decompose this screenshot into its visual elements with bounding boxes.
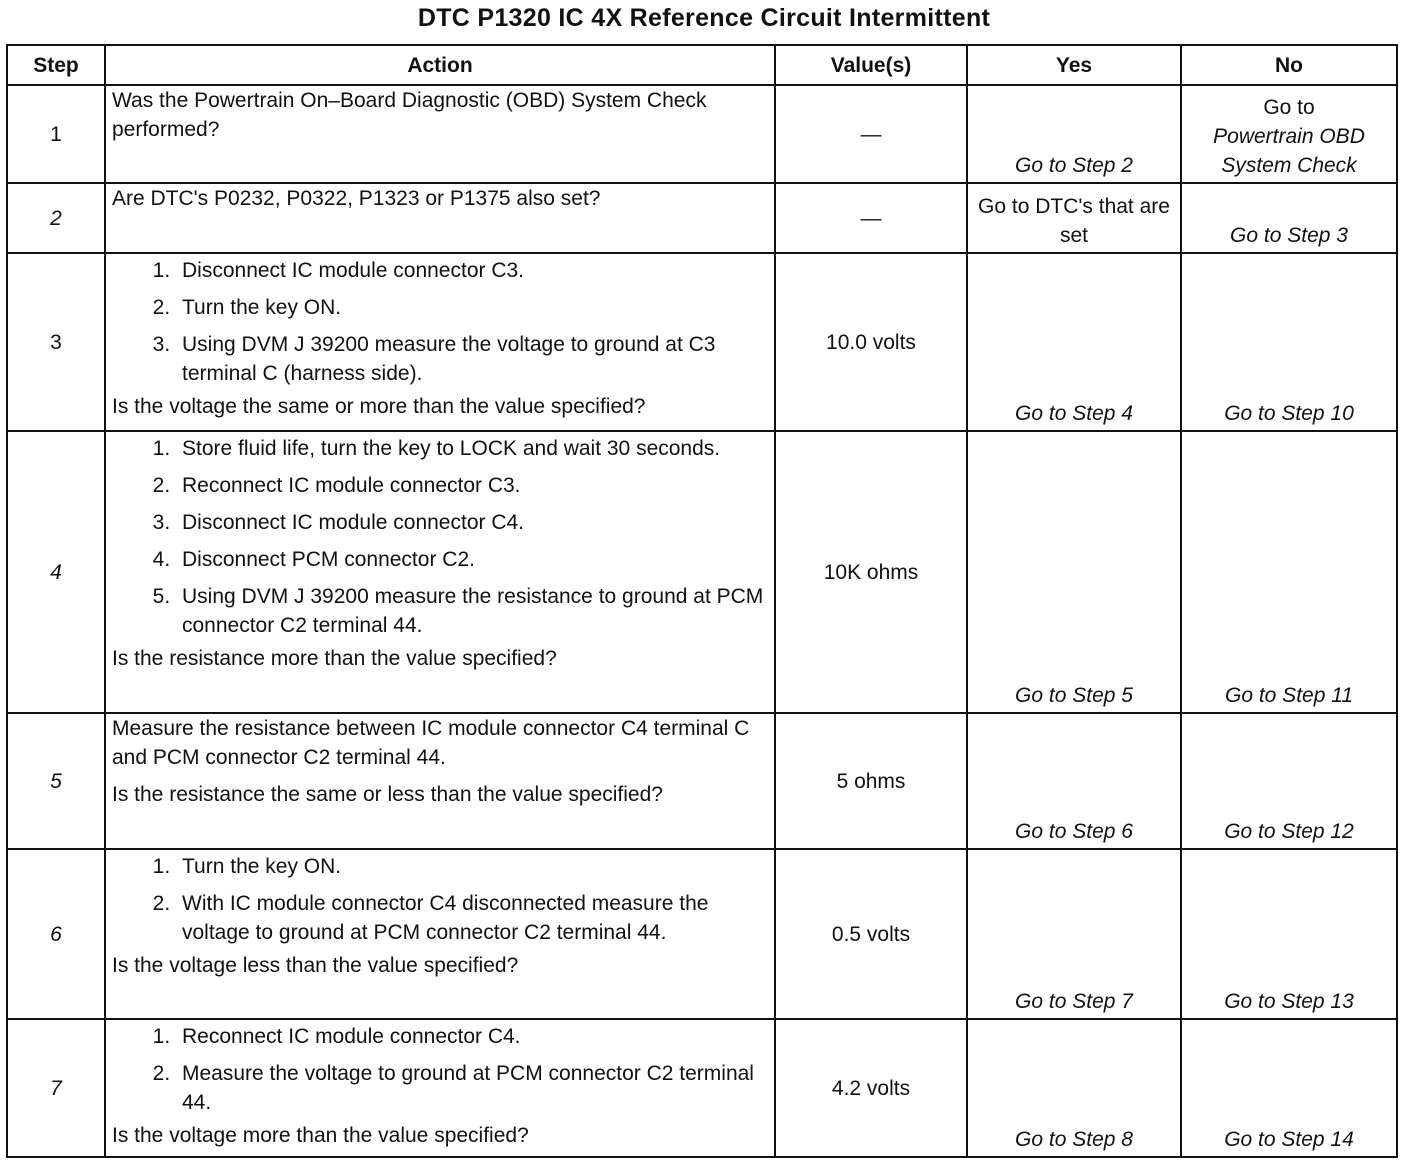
header-no: No bbox=[1181, 45, 1397, 85]
header-values: Value(s) bbox=[775, 45, 967, 85]
no-cell: Go to Step 3 bbox=[1181, 183, 1397, 253]
yes-cell: Go to Step 6 bbox=[967, 713, 1181, 849]
step-number: 5 bbox=[7, 713, 105, 849]
table-row bbox=[7, 849, 1397, 1019]
action-cell bbox=[105, 1019, 775, 1157]
no-text-line2: Powertrain OBD System Check bbox=[1213, 125, 1365, 177]
no-text-line1: Go to bbox=[1263, 96, 1315, 119]
header-row bbox=[7, 45, 1397, 85]
procedure-list bbox=[112, 256, 768, 388]
list-item: 5. Using DVM J 39200 measure the resistance to ground at PCM connector C2 terminal 44. bbox=[176, 582, 768, 640]
list-item: 1. Store fluid life, turn the key to LOCK and wait 30 seconds. bbox=[176, 434, 768, 463]
value-cell: 10.0 volts bbox=[775, 253, 967, 431]
action-question: Is the voltage more than the value specified? bbox=[112, 1124, 529, 1147]
step-number: 2 bbox=[7, 183, 105, 253]
no-cell: Go to Step 10 bbox=[1181, 253, 1397, 431]
list-item: 3. Using DVM J 39200 measure the voltage to ground at C3 terminal C (harness side). bbox=[176, 330, 768, 388]
list-item: 2. Turn the key ON. bbox=[176, 293, 768, 322]
table-row bbox=[7, 713, 1397, 849]
table-row bbox=[7, 1019, 1397, 1157]
no-cell: Go to Step 14 bbox=[1181, 1019, 1397, 1157]
table-row bbox=[7, 253, 1397, 431]
list-item: 2. With IC module connector C4 disconnected measure the voltage to ground at PCM connector C2 terminal 44. bbox=[176, 889, 768, 947]
list-item: 4. Disconnect PCM connector C2. bbox=[176, 545, 768, 574]
action-cell bbox=[105, 253, 775, 431]
value-cell: 0.5 volts bbox=[775, 849, 967, 1019]
value-cell: 10K ohms bbox=[775, 431, 967, 713]
yes-cell: Go to Step 2 bbox=[967, 85, 1181, 183]
list-item: 1. Disconnect IC module connector C3. bbox=[176, 256, 768, 285]
action-question: Is the resistance the same or less than the value specified? bbox=[112, 783, 663, 806]
list-item: 2. Reconnect IC module connector C3. bbox=[176, 471, 768, 500]
yes-cell: Go to Step 7 bbox=[967, 849, 1181, 1019]
value-cell: 5 ohms bbox=[775, 713, 967, 849]
step-number: 6 bbox=[7, 849, 105, 1019]
no-cell bbox=[1181, 85, 1397, 183]
action-cell bbox=[105, 183, 775, 253]
yes-text: Go to DTC's that are set bbox=[978, 195, 1170, 247]
step-number: 7 bbox=[7, 1019, 105, 1157]
action-question: Is the resistance more than the value specified? bbox=[112, 647, 557, 670]
yes-cell: Go to Step 8 bbox=[967, 1019, 1181, 1157]
value-cell: — bbox=[775, 183, 967, 253]
no-cell: Go to Step 11 bbox=[1181, 431, 1397, 713]
yes-cell bbox=[967, 183, 1181, 253]
action-question: Is the voltage less than the value specified? bbox=[112, 954, 519, 977]
action-text: Was the Powertrain On–Board Diagnostic (OBD) System Check performed? bbox=[112, 89, 707, 141]
procedure-list bbox=[112, 1022, 768, 1117]
list-item: 2. Measure the voltage to ground at PCM connector C2 terminal 44. bbox=[176, 1059, 768, 1117]
action-cell bbox=[105, 713, 775, 849]
diagnostic-table bbox=[6, 44, 1398, 1158]
table-row bbox=[7, 431, 1397, 713]
action-text: Measure the resistance between IC module connector C4 terminal C and PCM connector C2 terminal 44. bbox=[112, 717, 750, 769]
list-item: 1. Turn the key ON. bbox=[176, 852, 768, 881]
step-number: 1 bbox=[7, 85, 105, 183]
list-item: 1. Reconnect IC module connector C4. bbox=[176, 1022, 768, 1051]
action-question: Is the voltage the same or more than the value specified? bbox=[112, 395, 646, 418]
yes-cell: Go to Step 4 bbox=[967, 253, 1181, 431]
table-row bbox=[7, 85, 1397, 183]
procedure-list bbox=[112, 434, 768, 640]
header-step: Step bbox=[7, 45, 105, 85]
step-number: 4 bbox=[7, 431, 105, 713]
no-cell: Go to Step 13 bbox=[1181, 849, 1397, 1019]
step-number: 3 bbox=[7, 253, 105, 431]
action-text: Are DTC's P0232, P0322, P1323 or P1375 also set? bbox=[112, 187, 601, 210]
action-cell bbox=[105, 431, 775, 713]
value-cell: — bbox=[775, 85, 967, 183]
no-cell: Go to Step 12 bbox=[1181, 713, 1397, 849]
procedure-list bbox=[112, 852, 768, 947]
action-cell bbox=[105, 849, 775, 1019]
header-action: Action bbox=[105, 45, 775, 85]
list-item: 3. Disconnect IC module connector C4. bbox=[176, 508, 768, 537]
value-cell: 4.2 volts bbox=[775, 1019, 967, 1157]
page-title: DTC P1320 IC 4X Reference Circuit Intermittent bbox=[417, 4, 991, 32]
header-yes: Yes bbox=[967, 45, 1181, 85]
yes-cell: Go to Step 5 bbox=[967, 431, 1181, 713]
table-row bbox=[7, 183, 1397, 253]
action-cell bbox=[105, 85, 775, 183]
